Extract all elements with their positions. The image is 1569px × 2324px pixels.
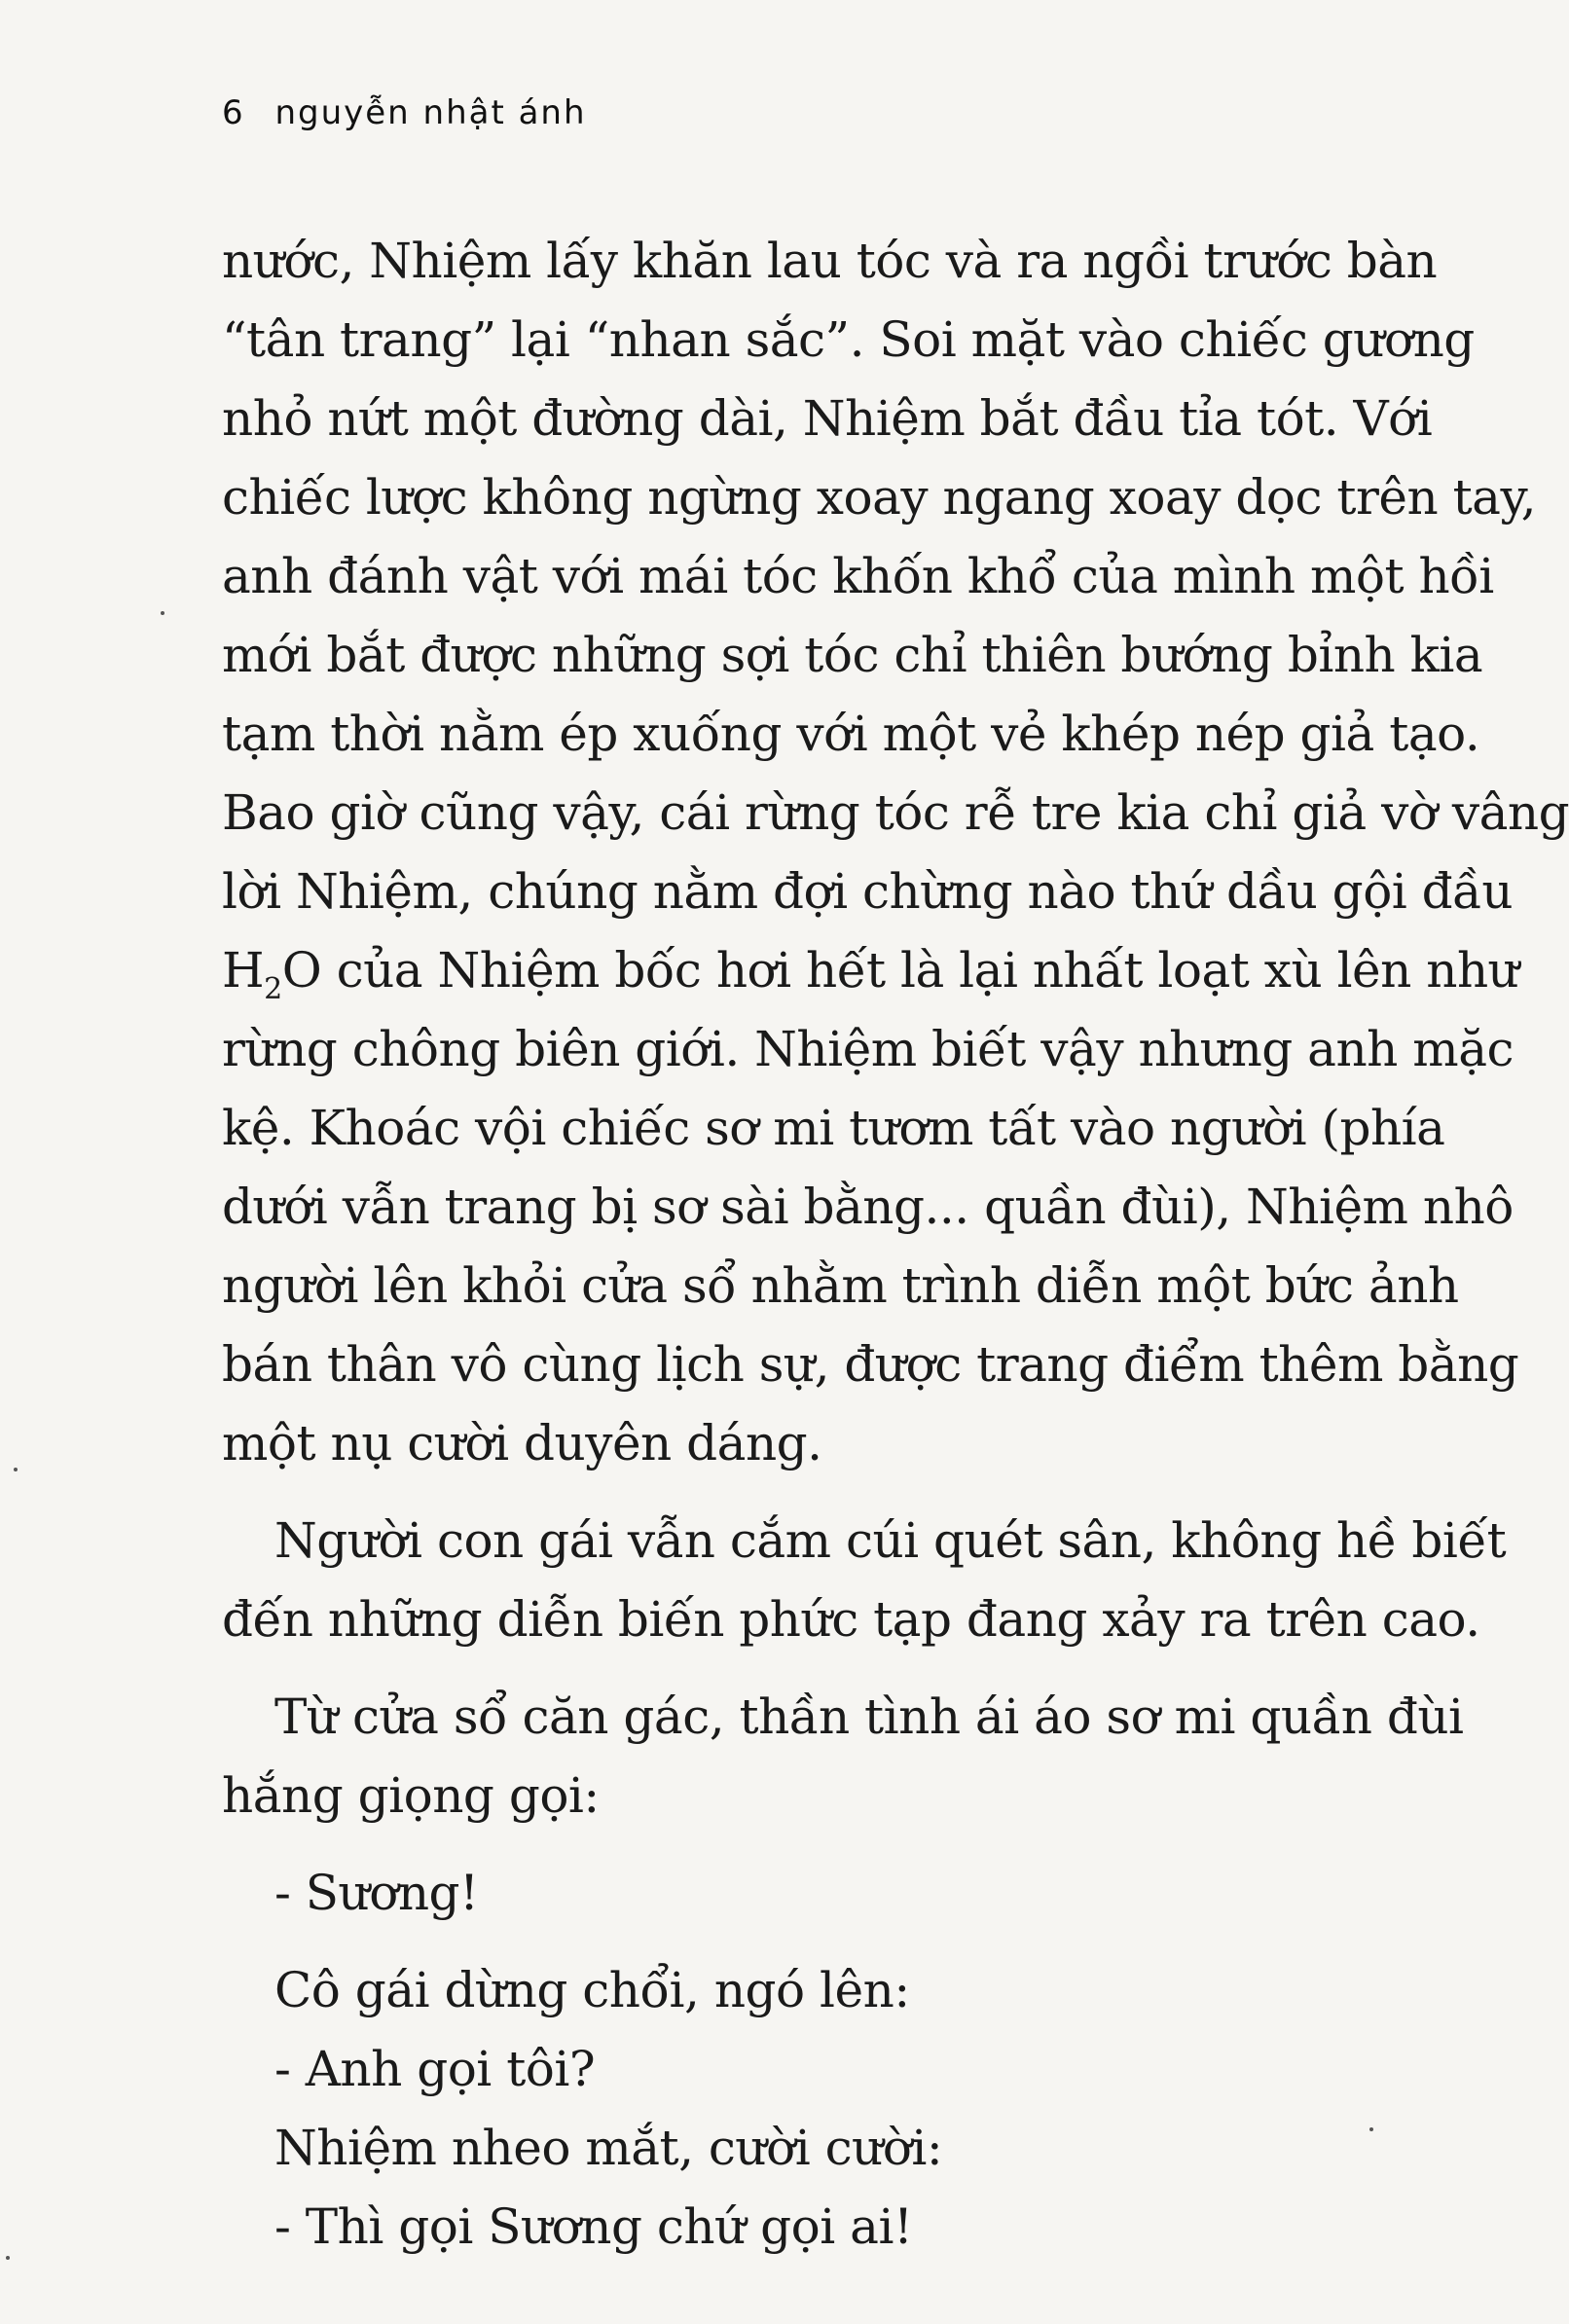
dialog-line: Nhiệm nheo mắt, cười cười: xyxy=(274,2120,943,2176)
scan-speck xyxy=(161,611,164,615)
text-line: dưới vẫn trang bị sơ sài bằng... quần đùi), Nhiệm nhô xyxy=(222,1179,1514,1235)
scan-speck xyxy=(1369,2127,1373,2131)
text-line: Người con gái vẫn cắm cúi quét sân, không hề biết xyxy=(274,1512,1507,1569)
body-text xyxy=(222,222,1569,2267)
text-line: “tân trang” lại “nhan sắc”. Soi mặt vào chiếc gương xyxy=(222,311,1475,368)
text-line: tạm thời nằm ép xuống với một vẻ khép nép giả tạo. xyxy=(222,706,1480,762)
chem-rest: O của Nhiệm bốc hơi hết là lại nhất loạt xù lên như xyxy=(281,942,1519,999)
scan-speck xyxy=(6,2256,10,2260)
dialog-line: - Anh gọi tôi? xyxy=(274,2041,596,2097)
text-line: người lên khỏi cửa sổ nhằm trình diễn một bức ảnh xyxy=(222,1257,1459,1314)
text-line: Bao giờ cũng vậy, cái rừng tóc rễ tre kia chỉ giả vờ vâng xyxy=(222,784,1569,841)
text-line: lời Nhiệm, chúng nằm đợi chừng nào thứ dầu gội đầu xyxy=(222,863,1514,920)
text-line: mới bắt được những sợi tóc chỉ thiên bướng bỉnh kia xyxy=(222,627,1483,683)
dialog-line: - Sương! xyxy=(274,1865,479,1921)
dialog-line: Cô gái dừng chổi, ngó lên: xyxy=(274,1962,910,2018)
author-name: nguyễn nhật ánh xyxy=(274,93,587,132)
text-line-h2o xyxy=(222,931,1519,1010)
text-line: rừng chông biên giới. Nhiệm biết vậy nhưng anh mặc xyxy=(222,1021,1514,1077)
text-line: nhỏ nứt một đường dài, Nhiệm bắt đầu tỉa tót. Với xyxy=(222,390,1433,447)
chem-subscript: 2 xyxy=(264,972,282,1006)
text-line: bán thân vô cùng lịch sự, được trang điểm thêm bằng xyxy=(222,1336,1519,1393)
dialog-line: - Thì gọi Sương chứ gọi ai! xyxy=(274,2198,913,2255)
chem-h: H xyxy=(222,942,265,999)
running-header xyxy=(222,93,587,132)
page-number: 6 xyxy=(222,93,245,132)
text-line: nước, Nhiệm lấy khăn lau tóc và ra ngồi trước bàn xyxy=(222,233,1438,289)
text-line: kệ. Khoác vội chiếc sơ mi tươm tất vào người (phía xyxy=(222,1100,1445,1156)
text-line: hắng giọng gọi: xyxy=(222,1767,600,1824)
text-line: chiếc lược không ngừng xoay ngang xoay dọc trên tay, xyxy=(222,469,1536,526)
scan-speck xyxy=(14,1468,18,1471)
text-line: đến những diễn biến phức tạp đang xảy ra trên cao. xyxy=(222,1591,1480,1648)
text-line: một nụ cười duyên dáng. xyxy=(222,1415,822,1471)
text-line: Từ cửa sổ căn gác, thần tình ái áo sơ mi quần đùi xyxy=(274,1689,1464,1745)
text-line: anh đánh vật với mái tóc khốn khổ của mình một hồi xyxy=(222,548,1494,604)
